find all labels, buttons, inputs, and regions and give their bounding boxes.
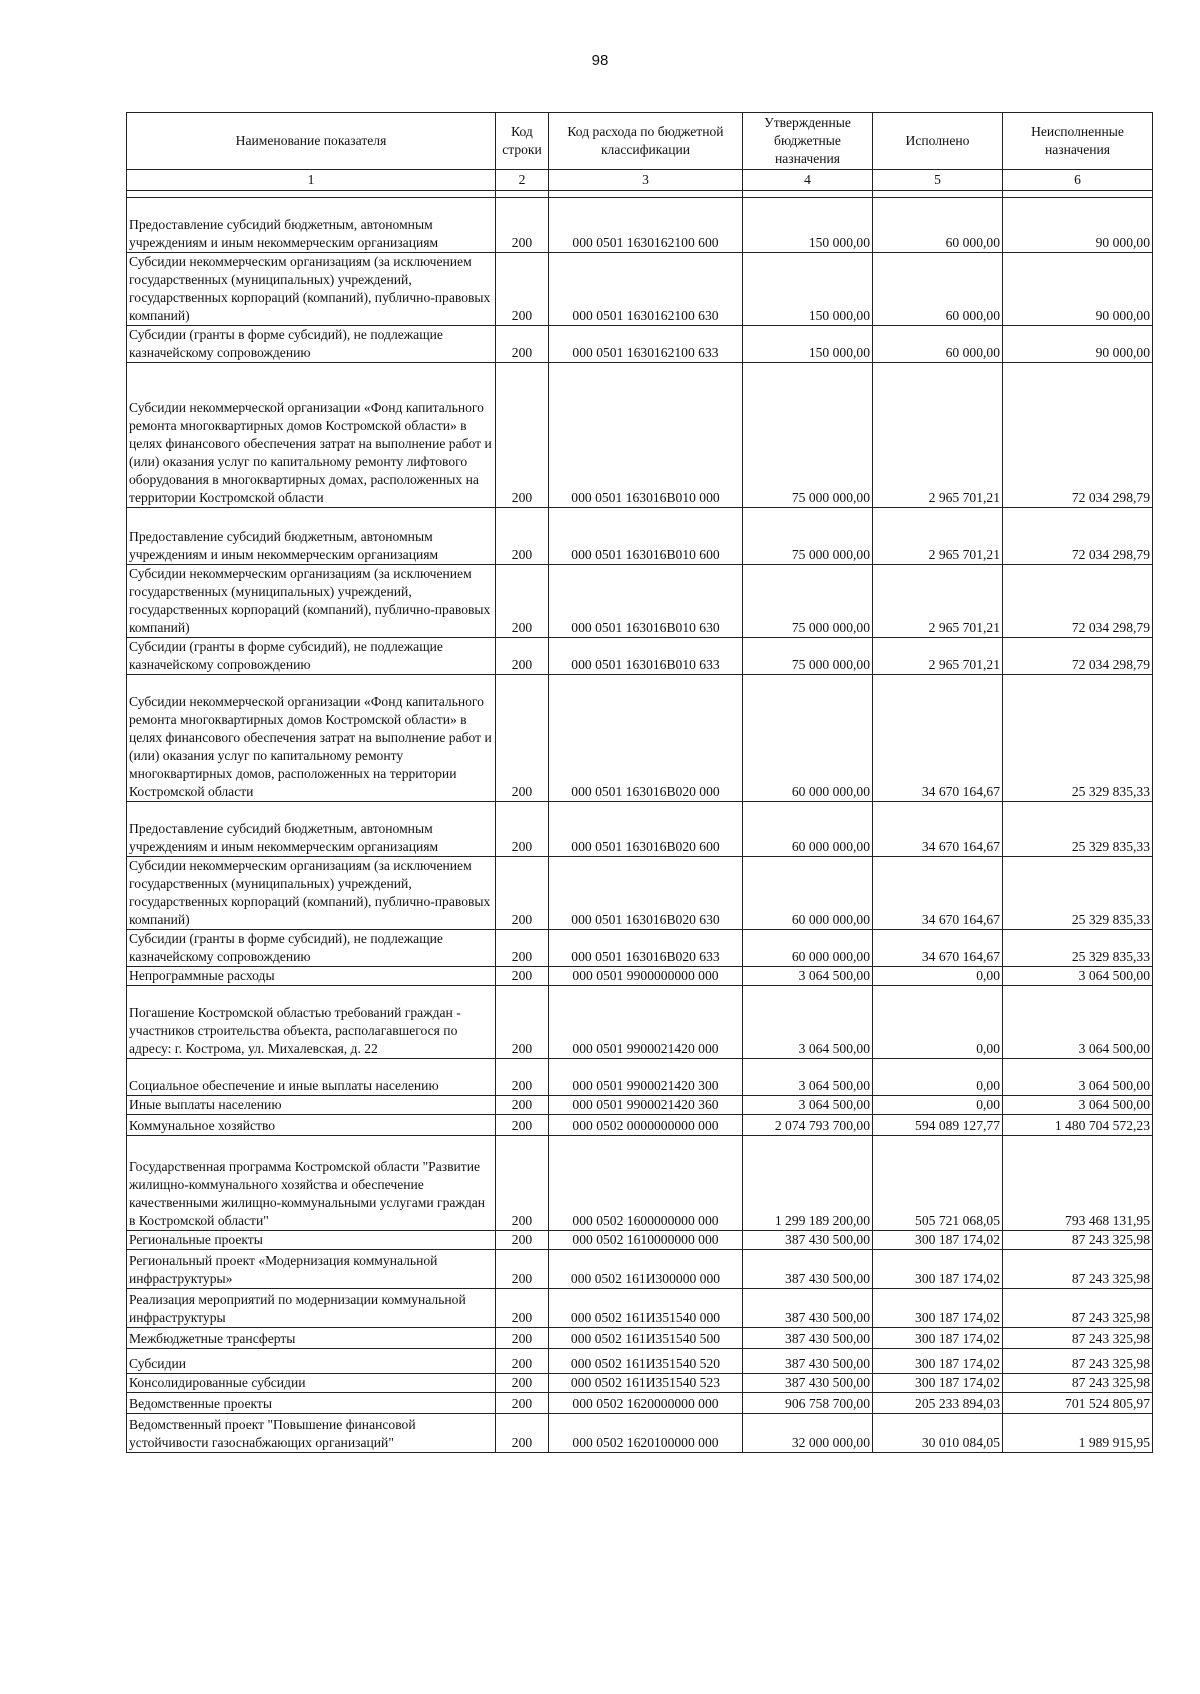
row-name-cell: Субсидии (гранты в форме субсидий), не подлежащие казначейскому сопровождению: [127, 638, 496, 675]
table-row: [127, 1096, 1153, 1115]
table-body: [127, 191, 1153, 1453]
row-line-code-cell: 200: [496, 1059, 549, 1096]
row-expense-code-cell: 000 0502 1600000000 000: [549, 1136, 743, 1231]
row-executed-cell: 34 670 164,67: [873, 857, 1003, 930]
row-approved-cell: 3 064 500,00: [743, 967, 873, 986]
table-row: [127, 1250, 1153, 1289]
row-expense-code-cell: 000 0501 163016B020 000: [549, 675, 743, 802]
row-expense-code-cell: 000 0501 163016B010 600: [549, 508, 743, 565]
row-approved-cell: 3 064 500,00: [743, 1059, 873, 1096]
row-line-code-cell: 200: [496, 930, 549, 967]
table-row: [127, 565, 1153, 638]
row-executed-cell: 30 010 084,05: [873, 1414, 1003, 1453]
row-executed-cell: 300 187 174,02: [873, 1250, 1003, 1289]
row-line-code-cell: 200: [496, 198, 549, 253]
row-unexecuted-cell: 87 243 325,98: [1003, 1328, 1153, 1349]
row-unexecuted-cell: 3 064 500,00: [1003, 1059, 1153, 1096]
row-executed-cell: 34 670 164,67: [873, 802, 1003, 857]
row-expense-code-cell: 000 0502 1620100000 000: [549, 1414, 743, 1453]
row-executed-cell: 60 000,00: [873, 198, 1003, 253]
row-name-cell: Региональный проект «Модернизация коммунальной инфраструктуры»: [127, 1250, 496, 1289]
row-name-cell: Погашение Костромской областью требований граждан - участников строительства объекта, располагавшегося по адресу: г. Кострома, ул. Михалевская, д. 22: [127, 986, 496, 1059]
row-approved-cell: 387 430 500,00: [743, 1349, 873, 1374]
row-unexecuted-cell: 25 329 835,33: [1003, 857, 1153, 930]
row-executed-cell: 0,00: [873, 986, 1003, 1059]
row-executed-cell: 2 965 701,21: [873, 565, 1003, 638]
table-row: [127, 1349, 1153, 1374]
row-approved-cell: 75 000 000,00: [743, 638, 873, 675]
row-line-code-cell: 200: [496, 565, 549, 638]
row-line-code-cell: 200: [496, 857, 549, 930]
row-name-cell: Предоставление субсидий бюджетным, автономным учреждениям и иным некоммерческим организациям: [127, 508, 496, 565]
row-expense-code-cell: 000 0502 0000000000 000: [549, 1115, 743, 1136]
page-number: 98: [591, 52, 609, 69]
row-line-code-cell: 200: [496, 1393, 549, 1414]
row-line-code-cell: 200: [496, 363, 549, 508]
table-row: [127, 326, 1153, 363]
column-number: 5: [873, 170, 1003, 191]
row-executed-cell: 300 187 174,02: [873, 1374, 1003, 1393]
row-line-code-cell: 200: [496, 986, 549, 1059]
row-expense-code-cell: 000 0501 163016B010 000: [549, 363, 743, 508]
row-line-code-cell: 200: [496, 1349, 549, 1374]
row-unexecuted-cell: 90 000,00: [1003, 326, 1153, 363]
table-row: [127, 1414, 1153, 1453]
row-executed-cell: 505 721 068,05: [873, 1136, 1003, 1231]
table-row: [127, 1374, 1153, 1393]
table-row: [127, 1059, 1153, 1096]
row-unexecuted-cell: 1 480 704 572,23: [1003, 1115, 1153, 1136]
row-line-code-cell: 200: [496, 638, 549, 675]
row-expense-code-cell: 000 0501 9900021420 000: [549, 986, 743, 1059]
row-expense-code-cell: 000 0501 163016B020 600: [549, 802, 743, 857]
row-name-cell: Субсидии некоммерческим организациям (за исключением государственных (муниципальных) учреждений, государственных корпораций (компаний), публично-правовых компаний): [127, 857, 496, 930]
table-row: [127, 857, 1153, 930]
row-line-code-cell: 200: [496, 1414, 549, 1453]
table-row: [127, 1115, 1153, 1136]
row-expense-code-cell: 000 0501 9900000000 000: [549, 967, 743, 986]
row-line-code-cell: 200: [496, 508, 549, 565]
table-row: [127, 363, 1153, 508]
row-executed-cell: 2 965 701,21: [873, 638, 1003, 675]
row-line-code-cell: 200: [496, 1096, 549, 1115]
row-expense-code-cell: 000 0502 161И300000 000: [549, 1250, 743, 1289]
column-number: 3: [549, 170, 743, 191]
row-expense-code-cell: 000 0501 163016B010 633: [549, 638, 743, 675]
row-unexecuted-cell: 87 243 325,98: [1003, 1349, 1153, 1374]
row-unexecuted-cell: 25 329 835,33: [1003, 802, 1153, 857]
row-name-cell: Субсидии (гранты в форме субсидий), не подлежащие казначейскому сопровождению: [127, 930, 496, 967]
header-line-code: Код строки: [496, 113, 549, 170]
column-number-row: [127, 170, 1153, 191]
row-unexecuted-cell: 72 034 298,79: [1003, 363, 1153, 508]
row-name-cell: Региональные проекты: [127, 1231, 496, 1250]
row-unexecuted-cell: 87 243 325,98: [1003, 1231, 1153, 1250]
row-approved-cell: 387 430 500,00: [743, 1231, 873, 1250]
table-header-row: [127, 113, 1153, 170]
row-executed-cell: 205 233 894,03: [873, 1393, 1003, 1414]
table-row: [127, 1393, 1153, 1414]
row-line-code-cell: 200: [496, 1374, 549, 1393]
row-unexecuted-cell: 72 034 298,79: [1003, 508, 1153, 565]
row-unexecuted-cell: 793 468 131,95: [1003, 1136, 1153, 1231]
table-row: [127, 1136, 1153, 1231]
row-name-cell: Предоставление субсидий бюджетным, автономным учреждениям и иным некоммерческим организациям: [127, 198, 496, 253]
row-executed-cell: 0,00: [873, 967, 1003, 986]
row-name-cell: Государственная программа Костромской области "Развитие жилищно-коммунального хозяйства и обеспечение качественными жилищно-коммунальными услугами граждан в Костромской области": [127, 1136, 496, 1231]
row-approved-cell: 3 064 500,00: [743, 1096, 873, 1115]
row-name-cell: Субсидии (гранты в форме субсидий), не подлежащие казначейскому сопровождению: [127, 326, 496, 363]
row-line-code-cell: 200: [496, 1136, 549, 1231]
row-approved-cell: 60 000 000,00: [743, 802, 873, 857]
row-expense-code-cell: 000 0502 161И351540 520: [549, 1349, 743, 1374]
spacer-row: [127, 191, 1153, 198]
row-executed-cell: 60 000,00: [873, 253, 1003, 326]
row-expense-code-cell: 000 0502 161И351540 523: [549, 1374, 743, 1393]
row-approved-cell: 32 000 000,00: [743, 1414, 873, 1453]
row-unexecuted-cell: 90 000,00: [1003, 198, 1153, 253]
row-executed-cell: 300 187 174,02: [873, 1231, 1003, 1250]
table-row: [127, 198, 1153, 253]
row-unexecuted-cell: 25 329 835,33: [1003, 675, 1153, 802]
row-unexecuted-cell: 90 000,00: [1003, 253, 1153, 326]
row-line-code-cell: 200: [496, 1289, 549, 1328]
row-name-cell: Ведомственный проект "Повышение финансовой устойчивости газоснабжающих организаций": [127, 1414, 496, 1453]
row-expense-code-cell: 000 0502 1610000000 000: [549, 1231, 743, 1250]
row-executed-cell: 2 965 701,21: [873, 363, 1003, 508]
row-approved-cell: 75 000 000,00: [743, 565, 873, 638]
column-number: 4: [743, 170, 873, 191]
header-expense-code: Код расхода по бюджетной классификации: [549, 113, 743, 170]
table-row: [127, 986, 1153, 1059]
row-unexecuted-cell: 25 329 835,33: [1003, 930, 1153, 967]
row-expense-code-cell: 000 0501 1630162100 630: [549, 253, 743, 326]
row-expense-code-cell: 000 0501 1630162100 600: [549, 198, 743, 253]
column-number: 2: [496, 170, 549, 191]
row-executed-cell: 60 000,00: [873, 326, 1003, 363]
row-approved-cell: 60 000 000,00: [743, 675, 873, 802]
row-name-cell: Ведомственные проекты: [127, 1393, 496, 1414]
header-unexecuted: Неисполненные назначения: [1003, 113, 1153, 170]
row-approved-cell: 2 074 793 700,00: [743, 1115, 873, 1136]
table-row: [127, 967, 1153, 986]
row-executed-cell: 0,00: [873, 1096, 1003, 1115]
row-approved-cell: 60 000 000,00: [743, 930, 873, 967]
table-row: [127, 1231, 1153, 1250]
row-line-code-cell: 200: [496, 802, 549, 857]
row-executed-cell: 34 670 164,67: [873, 930, 1003, 967]
table-row: [127, 508, 1153, 565]
row-approved-cell: 150 000,00: [743, 198, 873, 253]
row-name-cell: Субсидии некоммерческим организациям (за исключением государственных (муниципальных) учреждений, государственных корпораций (компаний), публично-правовых компаний): [127, 565, 496, 638]
table-row: [127, 253, 1153, 326]
row-name-cell: Социальное обеспечение и иные выплаты населению: [127, 1059, 496, 1096]
row-name-cell: Межбюджетные трансферты: [127, 1328, 496, 1349]
header-name: Наименование показателя: [127, 113, 496, 170]
row-unexecuted-cell: 3 064 500,00: [1003, 1096, 1153, 1115]
row-name-cell: Реализация мероприятий по модернизации коммунальной инфраструктуры: [127, 1289, 496, 1328]
budget-execution-table: [126, 112, 1153, 1453]
row-unexecuted-cell: 72 034 298,79: [1003, 638, 1153, 675]
row-expense-code-cell: 000 0502 161И351540 500: [549, 1328, 743, 1349]
row-expense-code-cell: 000 0501 163016B020 630: [549, 857, 743, 930]
column-number: 1: [127, 170, 496, 191]
table-row: [127, 675, 1153, 802]
row-name-cell: Предоставление субсидий бюджетным, автономным учреждениям и иным некоммерческим организациям: [127, 802, 496, 857]
row-line-code-cell: 200: [496, 675, 549, 802]
row-line-code-cell: 200: [496, 1115, 549, 1136]
table-row: [127, 1328, 1153, 1349]
column-number: 6: [1003, 170, 1153, 191]
table-row: [127, 802, 1153, 857]
row-expense-code-cell: 000 0502 1620000000 000: [549, 1393, 743, 1414]
row-approved-cell: 60 000 000,00: [743, 857, 873, 930]
row-approved-cell: 387 430 500,00: [743, 1374, 873, 1393]
row-expense-code-cell: 000 0501 163016B010 630: [549, 565, 743, 638]
row-line-code-cell: 200: [496, 967, 549, 986]
row-executed-cell: 594 089 127,77: [873, 1115, 1003, 1136]
row-name-cell: Иные выплаты населению: [127, 1096, 496, 1115]
row-unexecuted-cell: 87 243 325,98: [1003, 1289, 1153, 1328]
row-unexecuted-cell: 1 989 915,95: [1003, 1414, 1153, 1453]
row-name-cell: Субсидии некоммерческой организации «Фонд капитального ремонта многоквартирных домов Костромской области» в целях финансового обеспечения затрат на выполнение работ и (или) оказания услуг по капитальному ремонту лифтового оборудования в многоквартирных домах, расположенных на территории Костромской области: [127, 363, 496, 508]
row-executed-cell: 300 187 174,02: [873, 1328, 1003, 1349]
row-unexecuted-cell: 3 064 500,00: [1003, 967, 1153, 986]
row-name-cell: Субсидии: [127, 1349, 496, 1374]
row-unexecuted-cell: 87 243 325,98: [1003, 1250, 1153, 1289]
row-name-cell: Консолидированные субсидии: [127, 1374, 496, 1393]
row-approved-cell: 1 299 189 200,00: [743, 1136, 873, 1231]
row-name-cell: Коммунальное хозяйство: [127, 1115, 496, 1136]
row-expense-code-cell: 000 0501 1630162100 633: [549, 326, 743, 363]
row-expense-code-cell: 000 0501 9900021420 360: [549, 1096, 743, 1115]
row-line-code-cell: 200: [496, 1250, 549, 1289]
row-line-code-cell: 200: [496, 1231, 549, 1250]
row-line-code-cell: 200: [496, 326, 549, 363]
row-executed-cell: 2 965 701,21: [873, 508, 1003, 565]
row-unexecuted-cell: 87 243 325,98: [1003, 1374, 1153, 1393]
row-executed-cell: 34 670 164,67: [873, 675, 1003, 802]
row-expense-code-cell: 000 0502 161И351540 000: [549, 1289, 743, 1328]
row-expense-code-cell: 000 0501 163016B020 633: [549, 930, 743, 967]
row-unexecuted-cell: 701 524 805,97: [1003, 1393, 1153, 1414]
table-row: [127, 1289, 1153, 1328]
table-row: [127, 930, 1153, 967]
row-approved-cell: 387 430 500,00: [743, 1250, 873, 1289]
table-row: [127, 638, 1153, 675]
row-approved-cell: 906 758 700,00: [743, 1393, 873, 1414]
row-unexecuted-cell: 3 064 500,00: [1003, 986, 1153, 1059]
row-name-cell: Субсидии некоммерческой организации «Фонд капитального ремонта многоквартирных домов Костромской области» в целях финансового обеспечения затрат на выполнение работ и (или) оказания услуг по капитальному ремонту многоквартирных домов, расположенных на территории Костромской области: [127, 675, 496, 802]
row-unexecuted-cell: 72 034 298,79: [1003, 565, 1153, 638]
row-approved-cell: 387 430 500,00: [743, 1328, 873, 1349]
row-executed-cell: 0,00: [873, 1059, 1003, 1096]
header-approved: Утвержденные бюджетные назначения: [743, 113, 873, 170]
header-executed: Исполнено: [873, 113, 1003, 170]
row-approved-cell: 150 000,00: [743, 253, 873, 326]
row-line-code-cell: 200: [496, 253, 549, 326]
row-line-code-cell: 200: [496, 1328, 549, 1349]
row-name-cell: Непрограммные расходы: [127, 967, 496, 986]
row-expense-code-cell: 000 0501 9900021420 300: [549, 1059, 743, 1096]
row-approved-cell: 3 064 500,00: [743, 986, 873, 1059]
row-executed-cell: 300 187 174,02: [873, 1289, 1003, 1328]
row-name-cell: Субсидии некоммерческим организациям (за исключением государственных (муниципальных) учреждений, государственных корпораций (компаний), публично-правовых компаний): [127, 253, 496, 326]
row-approved-cell: 75 000 000,00: [743, 363, 873, 508]
row-approved-cell: 75 000 000,00: [743, 508, 873, 565]
row-approved-cell: 150 000,00: [743, 326, 873, 363]
row-executed-cell: 300 187 174,02: [873, 1349, 1003, 1374]
row-approved-cell: 387 430 500,00: [743, 1289, 873, 1328]
